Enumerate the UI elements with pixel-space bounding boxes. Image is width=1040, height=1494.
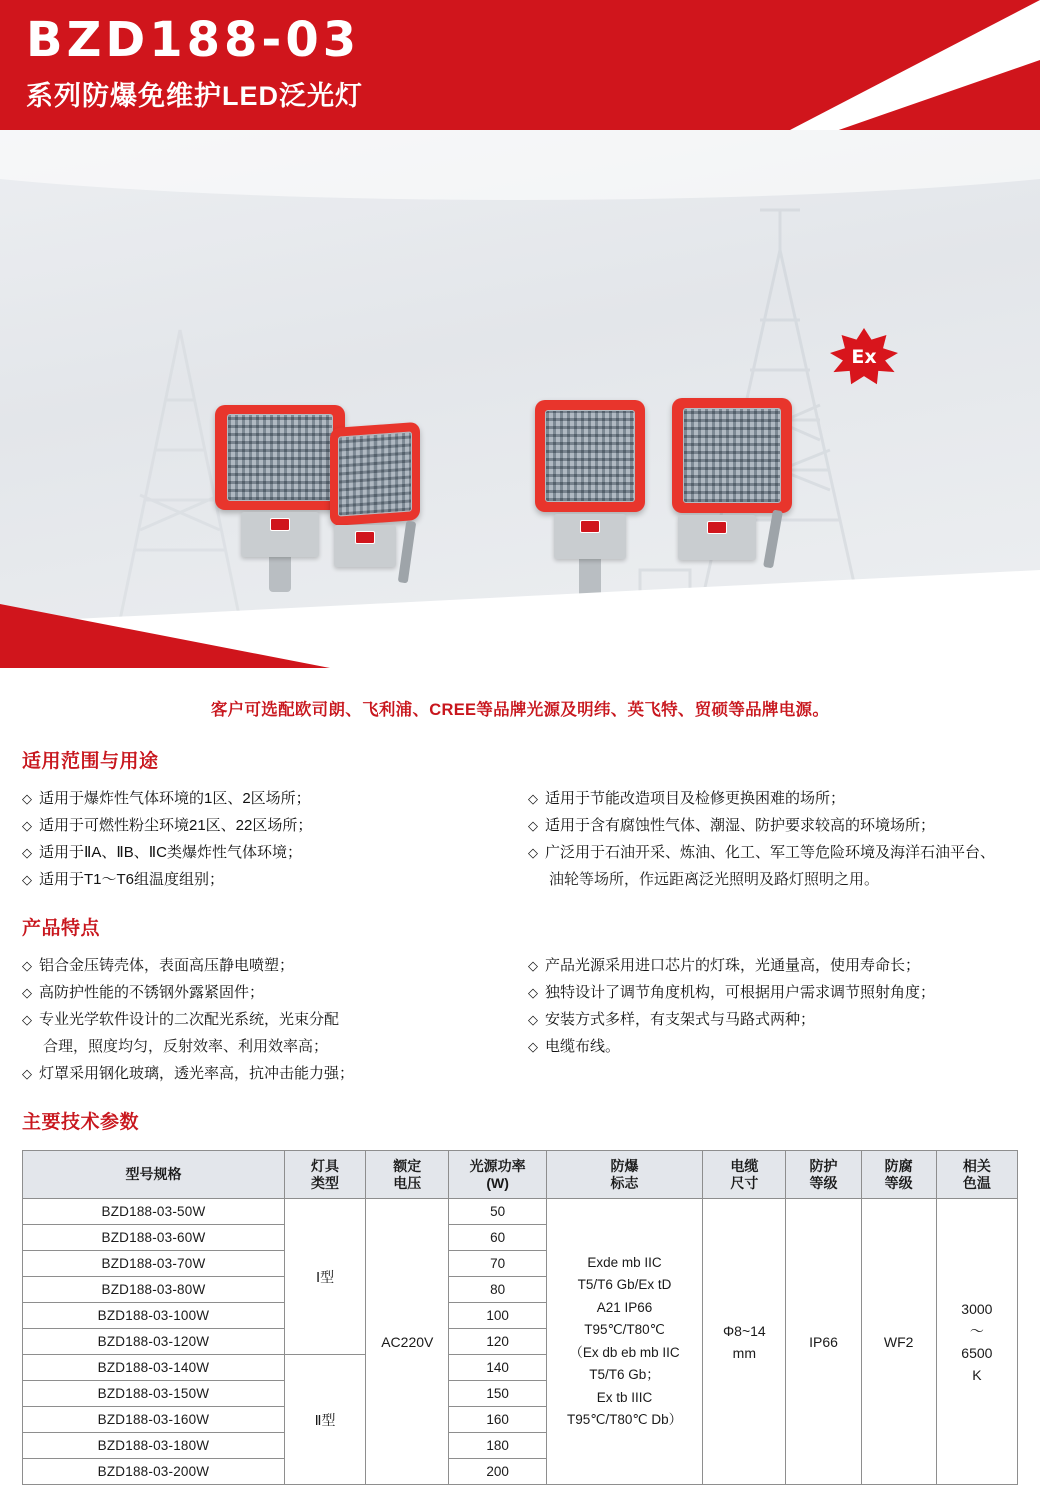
cell-model: BZD188-03-140W: [23, 1355, 285, 1381]
list-item-text: 适用于ⅡA、ⅡB、ⅡC类爆炸性气体环境；: [39, 844, 302, 861]
list-item-continuation: 油轮等场所，作远距离泛光照明及路灯照明之用。: [549, 871, 880, 888]
list-item: [528, 812, 1018, 839]
ex-badge-label: Ex: [851, 346, 877, 368]
list-item-text: 适用于含有腐蚀性气体、潮湿、防护要求较高的环境场所；: [545, 817, 936, 834]
diamond-icon: ◇: [22, 845, 32, 860]
lamp-stem: [269, 557, 291, 592]
list-item-text: 高防护性能的不锈钢外露紧固件；: [39, 984, 265, 1001]
diamond-icon: ◇: [22, 985, 32, 1000]
lamp-head: [215, 405, 345, 510]
spec-table-wrapper: [0, 1146, 1040, 1485]
cell-model: BZD188-03-50W: [23, 1199, 285, 1225]
list-item: [22, 952, 520, 979]
product-hero: [0, 130, 1040, 690]
lamp-body: [334, 525, 396, 567]
list-item: [528, 979, 1018, 1006]
spec-table-body: [23, 1199, 1018, 1485]
cell-color-temp: 3000 ～ 6500 K: [936, 1199, 1017, 1485]
list-item: [22, 785, 520, 812]
section-title-specs: 主要技术参数: [22, 1112, 140, 1133]
lamp-mounting-bracket: [398, 521, 417, 584]
col-header-lamp-type: 灯具 类型: [284, 1151, 365, 1199]
product-lamp-type2-right: [672, 398, 792, 560]
diamond-icon: ◇: [22, 872, 32, 887]
list-item: [22, 812, 520, 839]
list-item: [528, 1006, 1018, 1033]
list-item: [22, 1060, 520, 1087]
lamp-stem: [579, 559, 601, 597]
spec-table: [22, 1150, 1018, 1485]
col-header-ex-mark: 防爆 标志: [546, 1151, 702, 1199]
cell-model: BZD188-03-60W: [23, 1225, 285, 1251]
page-header: [0, 0, 1040, 130]
list-item-text: 产品光源采用进口芯片的灯珠，光通量高，使用寿命长；: [545, 957, 921, 974]
cell-voltage: AC220V: [366, 1199, 449, 1485]
lamp-nameplate: [707, 521, 727, 534]
lamp-nameplate: [355, 531, 375, 544]
col-header-model: 型号规格: [23, 1151, 285, 1199]
diamond-icon: ◇: [22, 791, 32, 806]
cell-power: 70: [449, 1251, 546, 1277]
lamp-body: [241, 512, 319, 557]
lamp-nameplate: [270, 518, 290, 531]
section-title-scope: 适用范围与用途: [22, 751, 159, 772]
lamp-led-grid: [227, 414, 334, 500]
spec-table-head: [23, 1151, 1018, 1199]
features-columns: [22, 952, 1018, 1087]
page-subtitle: 系列防爆免维护LED泛光灯: [26, 81, 363, 111]
cell-model: BZD188-03-100W: [23, 1303, 285, 1329]
list-item-text: 适用于节能改造项目及检修更换困难的场所；: [545, 790, 846, 807]
diamond-icon: ◇: [22, 1066, 32, 1081]
lamp-body: [554, 514, 626, 559]
ex-certification-badge: [830, 328, 898, 386]
lamp-body: [678, 515, 756, 560]
lamp-head: [535, 400, 645, 512]
lamp-led-grid: [683, 408, 781, 502]
lamp-led-grid: [545, 410, 635, 502]
diamond-icon: ◇: [528, 1039, 538, 1054]
cell-lamp-type-1: Ⅰ型: [284, 1199, 365, 1355]
diamond-icon: ◇: [22, 958, 32, 973]
list-item: [528, 785, 1018, 812]
cell-model: BZD188-03-70W: [23, 1251, 285, 1277]
diamond-icon: ◇: [528, 958, 538, 973]
list-item: [528, 952, 1018, 979]
list-item: [22, 1006, 520, 1033]
features-left-column: [22, 952, 520, 1087]
product-lamp-type2-left: [535, 400, 645, 597]
cell-power: 120: [449, 1329, 546, 1355]
table-row: [23, 1199, 1018, 1225]
lamp-led-grid: [338, 431, 412, 517]
section-title-features: 产品特点: [22, 918, 101, 939]
lamp-head: [672, 398, 792, 513]
cell-power: 80: [449, 1277, 546, 1303]
cell-ex-mark: Exde mb IIC T5/T6 Gb/Ex tD A21 IP66 T95℃/T80℃ （Ex db eb mb IIC T5/T6 Gb； Ex tb IIIC T95℃/T80℃ Db）: [546, 1199, 702, 1485]
lamp-nameplate: [580, 520, 600, 533]
cell-cable-size: Φ8~14 mm: [703, 1199, 786, 1485]
cell-model: BZD188-03-120W: [23, 1329, 285, 1355]
list-item: [22, 839, 520, 866]
cell-lamp-type-2: Ⅱ型: [284, 1355, 365, 1485]
cell-model: BZD188-03-180W: [23, 1433, 285, 1459]
col-header-color-temp: 相关 色温: [936, 1151, 1017, 1199]
list-item: [22, 866, 520, 893]
product-lamp-type1-front: [215, 405, 345, 592]
col-header-cable-size: 电缆 尺寸: [703, 1151, 786, 1199]
col-header-ip-rating: 防护 等级: [786, 1151, 861, 1199]
list-item-text: 安装方式多样，有支架式与马路式两种；: [545, 1011, 816, 1028]
page-title: BZD188-03: [26, 12, 361, 68]
features-right-column: [520, 952, 1018, 1087]
list-item-text: 适用于T1～T6组温度组别；: [39, 871, 225, 888]
lamp-mounting-bracket: [763, 510, 783, 569]
cell-model: BZD188-03-80W: [23, 1277, 285, 1303]
cell-model: BZD188-03-200W: [23, 1459, 285, 1485]
list-item-text: 广泛用于石油开采、炼油、化工、军工等危险环境及海洋石油平台、: [545, 844, 996, 861]
product-lamp-type1-side: [330, 425, 420, 567]
list-item-text: 电缆布线。: [545, 1038, 621, 1055]
col-header-power: 光源功率 (W): [449, 1151, 546, 1199]
list-item: [528, 1033, 1018, 1060]
diamond-icon: ◇: [22, 818, 32, 833]
list-item-text: 专业光学软件设计的二次配光系统，光束分配: [39, 1011, 340, 1028]
scope-right-column: [520, 785, 1018, 893]
cell-model: BZD188-03-150W: [23, 1381, 285, 1407]
list-item-text: 独特设计了调节角度机构，可根据用户需求调节照射角度；: [545, 984, 936, 1001]
table-header-row: [23, 1151, 1018, 1199]
diamond-icon: ◇: [528, 1012, 538, 1027]
scope-left-column: [22, 785, 520, 893]
diamond-icon: ◇: [528, 985, 538, 1000]
list-item-text: 灯罩采用钢化玻璃，透光率高，抗冲击能力强；: [39, 1065, 355, 1082]
cell-corrosion-rating: WF2: [861, 1199, 936, 1485]
cell-power: 150: [449, 1381, 546, 1407]
scope-columns: [22, 785, 1018, 893]
cell-power: 100: [449, 1303, 546, 1329]
cell-power: 160: [449, 1407, 546, 1433]
cell-model: BZD188-03-160W: [23, 1407, 285, 1433]
cell-power: 140: [449, 1355, 546, 1381]
lamp-head: [330, 422, 420, 526]
cell-power: 180: [449, 1433, 546, 1459]
cell-power: 200: [449, 1459, 546, 1485]
list-item-text: 适用于可燃性粉尘环境21区、22区场所；: [39, 817, 313, 834]
content-area: [0, 720, 1040, 1134]
diamond-icon: ◇: [528, 791, 538, 806]
col-header-voltage: 额定 电压: [366, 1151, 449, 1199]
diamond-icon: ◇: [528, 818, 538, 833]
cell-power: 60: [449, 1225, 546, 1251]
list-item-text: 铝合金压铸壳体，表面高压静电喷塑；: [39, 957, 295, 974]
diamond-icon: ◇: [22, 1012, 32, 1027]
list-item: [22, 979, 520, 1006]
cell-power: 50: [449, 1199, 546, 1225]
list-item-text: 适用于爆炸性气体环境的1区、2区场所；: [39, 790, 311, 807]
col-header-corrosion: 防腐 等级: [861, 1151, 936, 1199]
cell-ip-rating: IP66: [786, 1199, 861, 1485]
list-item: [528, 839, 1018, 866]
list-item-continuation: 合理，照度均匀，反射效率、利用效率高；: [43, 1038, 329, 1055]
source-note: 客户可选配欧司朗、飞利浦、CREE等品牌光源及明纬、英飞特、贸硕等品牌电源。: [210, 701, 830, 719]
diamond-icon: ◇: [528, 845, 538, 860]
